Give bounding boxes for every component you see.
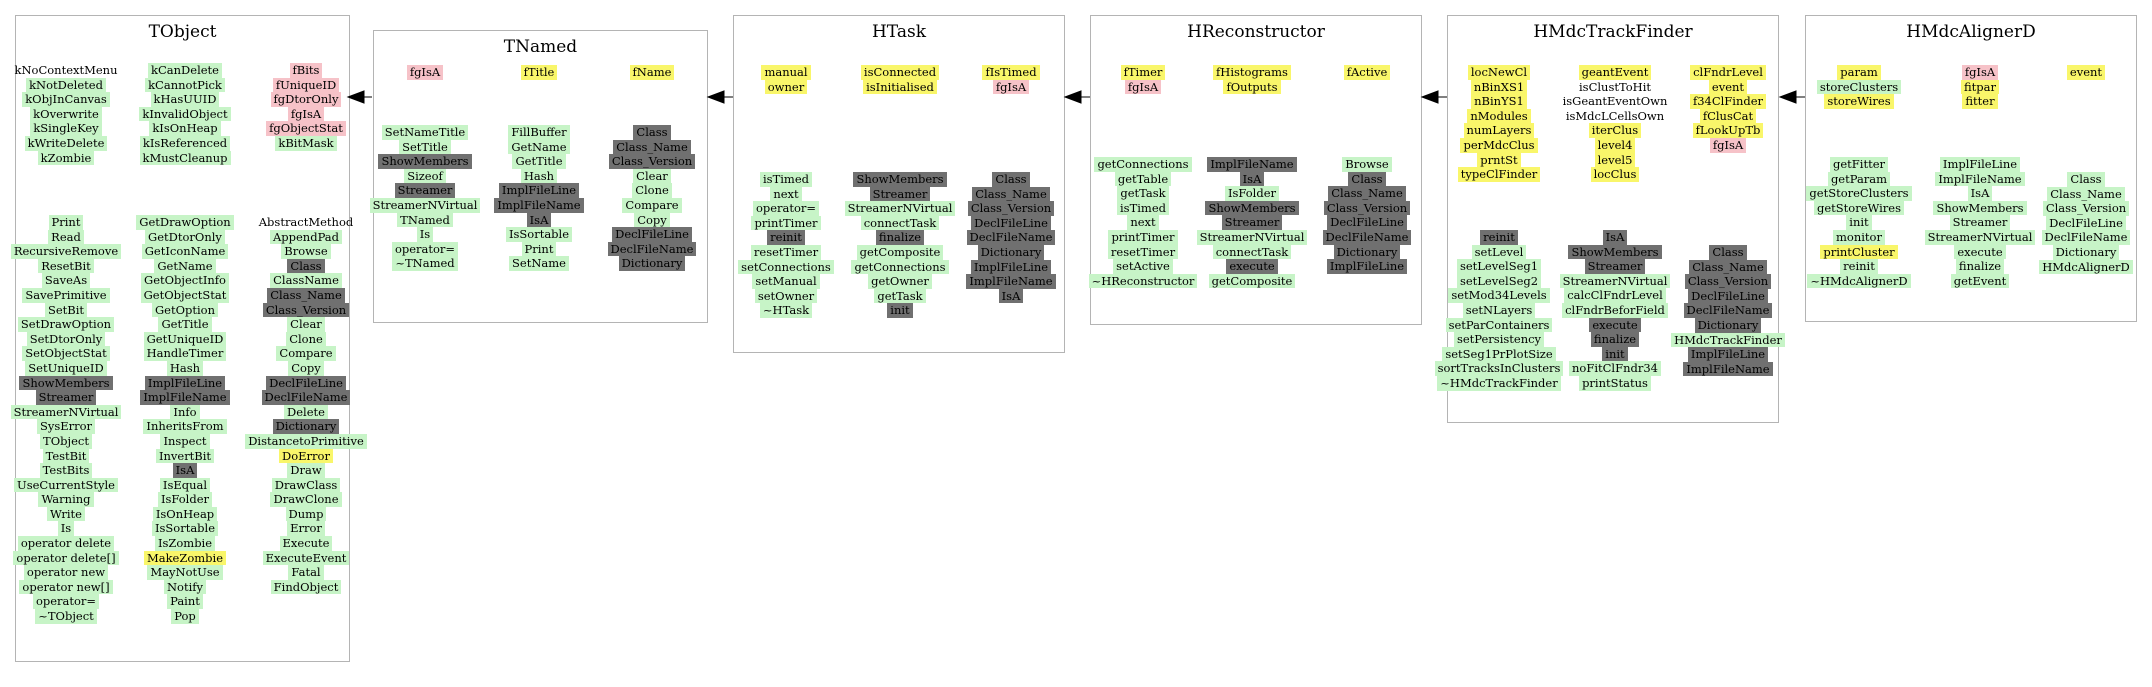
member-item[interactable]: setSeg1PrPlotSize: [1442, 347, 1555, 362]
member-item[interactable]: StreamerNVirtual: [1925, 230, 2036, 245]
member-item[interactable]: IsFolder: [1225, 186, 1279, 201]
member-item[interactable]: IsA: [173, 463, 198, 478]
member-item[interactable]: nBinXS1: [1471, 80, 1527, 95]
member-item[interactable]: finalize: [1591, 332, 1639, 347]
member-item[interactable]: isInitialised: [863, 80, 937, 95]
member-item[interactable]: kObjInCanvas: [22, 92, 110, 107]
member-item[interactable]: isMdcLCellsOwn: [1565, 108, 1665, 123]
member-item[interactable]: StreamerNVirtual: [1197, 230, 1308, 245]
member-item[interactable]: SavePrimitive: [22, 288, 109, 303]
member-item[interactable]: execute: [1954, 245, 2005, 260]
member-item[interactable]: Is: [58, 521, 74, 536]
member-item[interactable]: setManual: [752, 274, 819, 289]
member-item[interactable]: level4: [1595, 138, 1636, 153]
member-item[interactable]: DeclFileName: [1684, 303, 1773, 318]
member-item[interactable]: Print: [49, 215, 84, 230]
member-item[interactable]: Inspect: [160, 434, 209, 449]
member-item[interactable]: ~HTask: [760, 303, 812, 318]
member-item[interactable]: fgDtorOnly: [271, 92, 342, 107]
member-item[interactable]: Class: [2067, 172, 2104, 187]
member-item[interactable]: TestBits: [40, 463, 93, 478]
member-item[interactable]: isConnected: [861, 65, 939, 80]
member-item[interactable]: manual: [761, 65, 810, 80]
member-item[interactable]: DeclFileLine: [1327, 215, 1407, 230]
member-item[interactable]: Sizeof: [404, 169, 446, 184]
member-item[interactable]: ~HMdcTrackFinder: [1437, 376, 1560, 391]
member-item[interactable]: locClus: [1591, 167, 1640, 182]
member-item[interactable]: isClustToHit: [1578, 79, 1651, 94]
member-item[interactable]: Streamer: [1585, 259, 1646, 274]
member-item[interactable]: printCluster: [1820, 245, 1897, 260]
member-item[interactable]: clFndrLevel: [1690, 65, 1766, 80]
member-item[interactable]: Dump: [286, 507, 327, 522]
member-item[interactable]: DrawClone: [270, 492, 341, 507]
member-item[interactable]: DeclFileLine: [1688, 289, 1768, 304]
member-item[interactable]: Class: [992, 172, 1029, 187]
member-item[interactable]: reinit: [767, 230, 805, 245]
member-item[interactable]: DeclFileLine: [266, 376, 346, 391]
member-item[interactable]: DeclFileLine: [2046, 216, 2126, 231]
member-item[interactable]: kNoContextMenu: [14, 63, 118, 77]
member-item[interactable]: operator delete[]: [13, 551, 118, 566]
member-item[interactable]: fTitle: [521, 65, 558, 80]
member-item[interactable]: Dictionary: [619, 256, 686, 271]
member-item[interactable]: resetTimer: [751, 245, 821, 260]
member-item[interactable]: Dictionary: [1334, 245, 1401, 260]
arrowhead-htask: [1065, 91, 1081, 103]
member-item[interactable]: Write: [47, 507, 85, 522]
member-item[interactable]: prntSt: [1477, 153, 1520, 168]
member-item[interactable]: Dictionary: [273, 419, 340, 434]
member-item[interactable]: Class_Name: [267, 288, 345, 303]
member-item[interactable]: nBinYS1: [1471, 94, 1527, 109]
member-item[interactable]: MayNotUse: [147, 565, 222, 580]
member-item[interactable]: IsOnHeap: [153, 507, 217, 522]
member-item[interactable]: ~HReconstructor: [1089, 274, 1198, 289]
member-item[interactable]: Class: [287, 259, 324, 274]
member-item[interactable]: InheritsFrom: [143, 419, 226, 434]
member-item[interactable]: TNamed: [397, 213, 453, 228]
member-item[interactable]: MakeZombie: [144, 551, 226, 566]
member-item[interactable]: Pop: [171, 609, 199, 624]
member-item[interactable]: DoError: [279, 449, 333, 464]
member-item[interactable]: Delete: [284, 405, 328, 420]
member-item[interactable]: setLevel: [1472, 245, 1527, 260]
member-item[interactable]: fgIsA: [1125, 80, 1161, 95]
member-item[interactable]: execute: [1226, 259, 1277, 274]
member-item[interactable]: Class_Version: [263, 303, 349, 318]
member-item[interactable]: clFndrBeforField: [1562, 303, 1668, 318]
member-item[interactable]: reinit: [1480, 230, 1518, 245]
member-item[interactable]: Warning: [38, 492, 93, 507]
member-item[interactable]: kIsOnHeap: [149, 121, 220, 136]
member-item[interactable]: IsA: [999, 289, 1024, 304]
member-item[interactable]: event: [1709, 80, 1747, 95]
member-item[interactable]: setConnections: [738, 260, 834, 275]
class-title: TObject: [148, 22, 217, 42]
class-title: HTask: [871, 22, 926, 42]
member-item[interactable]: getTable: [1115, 172, 1171, 187]
member-item[interactable]: Class_Version: [2043, 201, 2129, 216]
member-item[interactable]: IsA: [1240, 172, 1265, 187]
class-title: HMdcTrackFinder: [1533, 22, 1693, 42]
member-item[interactable]: SetDtorOnly: [27, 332, 106, 347]
member-item[interactable]: IsSortable: [152, 521, 218, 536]
member-item[interactable]: GetName: [508, 140, 569, 155]
member-item[interactable]: ImplFileName: [966, 274, 1055, 289]
member-item[interactable]: Read: [48, 230, 84, 245]
member-item[interactable]: fBits: [290, 63, 323, 78]
member-item[interactable]: getTask: [1117, 186, 1168, 201]
member-item[interactable]: Clone: [632, 183, 672, 198]
member-item[interactable]: ImplFileName: [140, 390, 229, 405]
member-item[interactable]: GetTitle: [158, 317, 211, 332]
member-item[interactable]: ImplFileLine: [1688, 347, 1768, 362]
member-item[interactable]: FillBuffer: [508, 125, 569, 140]
member-item[interactable]: getConnections: [1094, 157, 1191, 172]
member-item[interactable]: event: [2067, 65, 2105, 80]
member-item[interactable]: getParam: [1828, 172, 1890, 187]
member-item[interactable]: execute: [1589, 318, 1640, 333]
member-item[interactable]: IsA: [527, 213, 552, 228]
member-item[interactable]: ShowMembers: [378, 154, 471, 169]
member-item[interactable]: Streamer: [870, 187, 931, 202]
member-item[interactable]: Is: [417, 227, 433, 242]
member-item[interactable]: typeClFinder: [1458, 167, 1541, 182]
member-item[interactable]: Notify: [164, 580, 206, 595]
member-item[interactable]: Execute: [280, 536, 333, 551]
member-item[interactable]: SetBit: [45, 303, 87, 318]
member-item[interactable]: numLayers: [1464, 123, 1535, 138]
member-item[interactable]: DeclFileName: [967, 230, 1056, 245]
member-item[interactable]: Class_Version: [968, 201, 1054, 216]
member-item[interactable]: locNewCl: [1468, 65, 1530, 80]
member-item[interactable]: Compare: [622, 198, 681, 213]
member-item[interactable]: fClusCat: [1700, 109, 1756, 124]
member-item[interactable]: ShowMembers: [853, 172, 946, 187]
member-item[interactable]: getComposite: [857, 245, 944, 260]
member-item[interactable]: setActive: [1113, 259, 1173, 274]
member-item[interactable]: DeclFileName: [262, 390, 351, 405]
member-item[interactable]: ImplFileName: [494, 198, 583, 213]
member-item[interactable]: SetUniqueID: [25, 361, 106, 376]
member-item[interactable]: setParContainers: [1446, 318, 1553, 333]
member-item[interactable]: init: [1846, 215, 1871, 230]
member-item[interactable]: StreamerNVirtual: [845, 201, 956, 216]
member-item[interactable]: storeClusters: [1817, 80, 1901, 95]
member-item[interactable]: Class: [1709, 245, 1746, 260]
member-item[interactable]: fitter: [1962, 94, 1997, 109]
member-item[interactable]: finalize: [1956, 259, 2004, 274]
member-item[interactable]: fUniqueID: [273, 78, 339, 93]
member-item[interactable]: Compare: [276, 346, 335, 361]
member-item[interactable]: SetTitle: [399, 140, 451, 155]
member-item[interactable]: Clone: [286, 332, 326, 347]
member-item[interactable]: kWriteDelete: [25, 136, 108, 151]
member-item[interactable]: ImplFileLine: [1940, 157, 2020, 172]
member-item[interactable]: ImplFileName: [1935, 172, 2024, 187]
class-title: HReconstructor: [1187, 22, 1325, 42]
member-item[interactable]: ImplFileLine: [971, 260, 1051, 275]
member-item[interactable]: fIsTimed: [982, 65, 1039, 80]
member-item[interactable]: fitpar: [1961, 80, 1999, 95]
member-item[interactable]: kCanDelete: [148, 63, 222, 78]
member-item[interactable]: isGeantEventOwn: [1562, 94, 1668, 109]
member-item[interactable]: Copy: [288, 361, 324, 376]
member-item[interactable]: setOwner: [755, 289, 817, 304]
member-item[interactable]: setLevelSeg2: [1457, 274, 1541, 289]
member-item[interactable]: connectTask: [1213, 245, 1292, 260]
member-item[interactable]: Class_Name: [613, 140, 691, 155]
member-item[interactable]: kHasUUID: [151, 92, 220, 107]
member-item[interactable]: setNLayers: [1463, 303, 1536, 318]
member-item[interactable]: monitor: [1833, 230, 1885, 245]
member-item[interactable]: Error: [287, 521, 325, 536]
member-item[interactable]: fgIsA: [407, 65, 443, 80]
member-item[interactable]: fTimer: [1121, 65, 1166, 80]
member-item[interactable]: ImplFileLine: [145, 376, 225, 391]
member-item[interactable]: Browse: [1342, 157, 1391, 172]
arrowhead-tobject: [348, 91, 364, 103]
member-item[interactable]: fgIsA: [993, 80, 1029, 95]
member-item[interactable]: Browse: [281, 244, 330, 259]
member-item[interactable]: ExecuteEvent: [263, 551, 350, 566]
member-item[interactable]: f34ClFinder: [1690, 94, 1766, 109]
member-item[interactable]: connectTask: [861, 216, 940, 231]
member-item[interactable]: isTimed: [1117, 201, 1169, 216]
member-item[interactable]: InvertBit: [156, 449, 214, 464]
member-item[interactable]: Info: [170, 405, 199, 420]
member-item[interactable]: FindObject: [271, 580, 342, 595]
member-item[interactable]: next: [1127, 215, 1158, 230]
member-item[interactable]: TObject: [40, 434, 92, 449]
member-item[interactable]: nModules: [1467, 109, 1530, 124]
member-item[interactable]: GetDtorOnly: [145, 230, 225, 245]
member-item[interactable]: SaveAs: [42, 273, 90, 288]
member-item[interactable]: HMdcTrackFinder: [1671, 333, 1785, 348]
member-item[interactable]: perMdcClus: [1460, 138, 1537, 153]
member-item[interactable]: IsZombie: [155, 536, 215, 551]
member-item[interactable]: UseCurrentStyle: [14, 478, 118, 493]
member-item[interactable]: ImplFileName: [1683, 362, 1772, 377]
member-item[interactable]: kCannotPick: [145, 78, 225, 93]
member-item[interactable]: DeclFileName: [1323, 230, 1412, 245]
member-item[interactable]: iterClus: [1589, 123, 1641, 138]
member-item[interactable]: init: [887, 303, 912, 318]
member-item[interactable]: ImplFileName: [1207, 157, 1296, 172]
member-item[interactable]: DeclFileLine: [971, 216, 1051, 231]
member-item[interactable]: param: [1837, 65, 1880, 80]
arrowhead-hmdctrackfinder: [1780, 91, 1796, 103]
member-item[interactable]: ClassName: [270, 273, 342, 288]
member-item[interactable]: ~HMdcAlignerD: [1807, 274, 1910, 289]
member-item[interactable]: AppendPad: [270, 230, 342, 245]
arrowhead-tnamed: [708, 91, 724, 103]
member-item[interactable]: SetDrawOption: [18, 317, 114, 332]
member-item[interactable]: GetObjectInfo: [141, 273, 229, 288]
member-item[interactable]: ShowMembers: [1568, 245, 1661, 260]
member-item[interactable]: fLookUpTb: [1693, 123, 1764, 138]
member-item[interactable]: IsSortable: [506, 227, 572, 242]
member-item[interactable]: operator delete: [18, 536, 114, 551]
member-item[interactable]: level5: [1595, 153, 1636, 168]
member-item[interactable]: getComposite: [1209, 274, 1296, 289]
member-item[interactable]: fgIsA: [288, 107, 324, 122]
member-item[interactable]: HandleTimer: [144, 346, 227, 361]
member-item[interactable]: getEvent: [1951, 274, 2010, 289]
member-item[interactable]: ImplFileLine: [499, 183, 579, 198]
member-item[interactable]: getTask: [874, 289, 925, 304]
member-item[interactable]: Class_Name: [2047, 187, 2125, 202]
member-item[interactable]: fActive: [1344, 65, 1391, 80]
member-item[interactable]: setPersistency: [1454, 332, 1544, 347]
member-item[interactable]: ~TObject: [35, 609, 97, 624]
member-item[interactable]: HMdcAlignerD: [2039, 260, 2133, 275]
member-item[interactable]: resetTimer: [1108, 245, 1178, 260]
member-item[interactable]: kNotDeleted: [26, 78, 106, 93]
member-item[interactable]: noFitClFndr34: [1569, 361, 1661, 376]
member-item[interactable]: Draw: [287, 463, 324, 478]
member-item[interactable]: kInvalidObject: [139, 107, 230, 122]
member-item[interactable]: IsEqual: [160, 478, 210, 493]
member-item[interactable]: kMustCleanup: [140, 151, 231, 166]
member-item[interactable]: getConnections: [851, 260, 948, 275]
member-item[interactable]: SetName: [509, 256, 569, 271]
member-item[interactable]: getOwner: [868, 274, 932, 289]
member-item[interactable]: geantEvent: [1579, 65, 1652, 80]
member-item[interactable]: ~TNamed: [392, 256, 457, 271]
member-item[interactable]: Hash: [167, 361, 203, 376]
member-item[interactable]: operator=: [392, 242, 458, 257]
member-item[interactable]: ShowMembers: [1933, 201, 2026, 216]
member-item[interactable]: IsA: [1968, 186, 1993, 201]
member-item[interactable]: Dictionary: [1695, 318, 1762, 333]
member-item[interactable]: Copy: [634, 213, 670, 228]
member-item[interactable]: init: [1602, 347, 1627, 362]
member-item[interactable]: SetObjectStat: [22, 346, 110, 361]
member-item[interactable]: operator new[]: [19, 580, 112, 595]
member-item[interactable]: GetDrawOption: [136, 215, 233, 230]
member-item[interactable]: Fatal: [288, 565, 323, 580]
member-item[interactable]: GetName: [154, 259, 215, 274]
member-item[interactable]: Paint: [167, 594, 203, 609]
member-item[interactable]: owner: [765, 80, 807, 95]
member-item[interactable]: Streamer: [395, 183, 456, 198]
member-item[interactable]: Class_Name: [1689, 260, 1767, 275]
member-item[interactable]: Class_Version: [1324, 201, 1410, 216]
member-item[interactable]: getStoreClusters: [1806, 186, 1911, 201]
member-item[interactable]: Class: [633, 125, 670, 140]
member-item[interactable]: fHistograms: [1213, 65, 1291, 80]
member-item[interactable]: DeclFileLine: [612, 227, 692, 242]
member-item[interactable]: SetNameTitle: [382, 125, 468, 140]
member-item[interactable]: Class_Version: [1685, 274, 1771, 289]
member-item[interactable]: finalize: [876, 230, 924, 245]
member-item[interactable]: Class_Name: [972, 187, 1050, 202]
member-item[interactable]: printTimer: [1108, 230, 1177, 245]
member-item[interactable]: GetIconName: [142, 244, 229, 259]
member-item[interactable]: storeWires: [1824, 94, 1893, 109]
member-item[interactable]: kSingleKey: [30, 121, 101, 136]
member-item[interactable]: TestBit: [43, 449, 90, 464]
member-item[interactable]: DeclFileName: [608, 242, 697, 257]
member-item[interactable]: ShowMembers: [19, 376, 112, 391]
member-item[interactable]: GetTitle: [512, 154, 565, 169]
member-item[interactable]: Class_Name: [1328, 186, 1406, 201]
class-title: HMdcAlignerD: [1906, 22, 2036, 42]
member-item[interactable]: Dictionary: [978, 245, 1045, 260]
arrowhead-hreconstructor: [1422, 91, 1438, 103]
member-item[interactable]: setLevelSeg1: [1457, 259, 1541, 274]
member-item[interactable]: StreamerNVirtual: [11, 405, 122, 420]
member-item[interactable]: Class: [1348, 172, 1385, 187]
member-item[interactable]: kBitMask: [275, 136, 336, 151]
member-item[interactable]: Streamer: [1950, 215, 2011, 230]
member-item[interactable]: AbstractMethod: [258, 215, 354, 229]
member-item[interactable]: fgIsA: [1962, 65, 1998, 80]
member-item[interactable]: reinit: [1840, 259, 1878, 274]
member-item[interactable]: IsFolder: [158, 492, 212, 507]
member-item[interactable]: operator=: [33, 594, 99, 609]
member-item[interactable]: SysError: [37, 419, 95, 434]
member-item[interactable]: DistancetoPrimitive: [245, 434, 367, 449]
member-item[interactable]: sortTracksInClusters: [1435, 361, 1564, 376]
member-item[interactable]: Clear: [287, 317, 325, 332]
member-item[interactable]: Clear: [633, 169, 671, 184]
member-item[interactable]: getStoreWires: [1814, 201, 1904, 216]
member-item[interactable]: RecursiveRemove: [11, 244, 121, 259]
member-item[interactable]: GetOption: [152, 303, 218, 318]
member-item[interactable]: next: [770, 187, 801, 202]
member-item[interactable]: DrawClass: [272, 478, 341, 493]
member-item[interactable]: IsA: [1603, 230, 1628, 245]
member-item[interactable]: ResetBit: [38, 259, 94, 274]
member-item[interactable]: StreamerNVirtual: [1560, 274, 1671, 289]
member-item[interactable]: fgObjectStat: [266, 121, 346, 136]
member-item[interactable]: printTimer: [751, 216, 820, 231]
member-item[interactable]: isTimed: [760, 172, 812, 187]
member-item[interactable]: printStatus: [1579, 376, 1651, 391]
member-item[interactable]: Dictionary: [2053, 245, 2120, 260]
member-item[interactable]: Class_Version: [609, 154, 695, 169]
class-title: TNamed: [503, 37, 578, 57]
member-item[interactable]: getFitter: [1830, 157, 1888, 172]
member-item[interactable]: Hash: [521, 169, 557, 184]
member-item[interactable]: kIsReferenced: [140, 136, 230, 151]
member-item[interactable]: Print: [522, 242, 557, 257]
member-item[interactable]: kOverwrite: [30, 107, 102, 122]
member-item[interactable]: ImplFileLine: [1327, 259, 1407, 274]
member-item[interactable]: setMod34Levels: [1448, 288, 1549, 303]
member-item[interactable]: GetObjectStat: [141, 288, 230, 303]
member-item[interactable]: operator=: [753, 201, 819, 216]
member-item[interactable]: GetUniqueID: [144, 332, 227, 347]
member-item[interactable]: Streamer: [1222, 215, 1283, 230]
member-item[interactable]: StreamerNVirtual: [370, 198, 481, 213]
member-item[interactable]: calcClFndrLevel: [1564, 288, 1666, 303]
member-item[interactable]: DeclFileName: [2042, 230, 2131, 245]
member-item[interactable]: operator new: [24, 565, 108, 580]
member-item[interactable]: ShowMembers: [1205, 201, 1298, 216]
member-item[interactable]: kZombie: [38, 151, 95, 166]
member-item[interactable]: Streamer: [36, 390, 97, 405]
member-item[interactable]: fOutputs: [1223, 80, 1280, 95]
member-item[interactable]: fgIsA: [1710, 138, 1746, 153]
member-item[interactable]: fName: [630, 65, 675, 80]
